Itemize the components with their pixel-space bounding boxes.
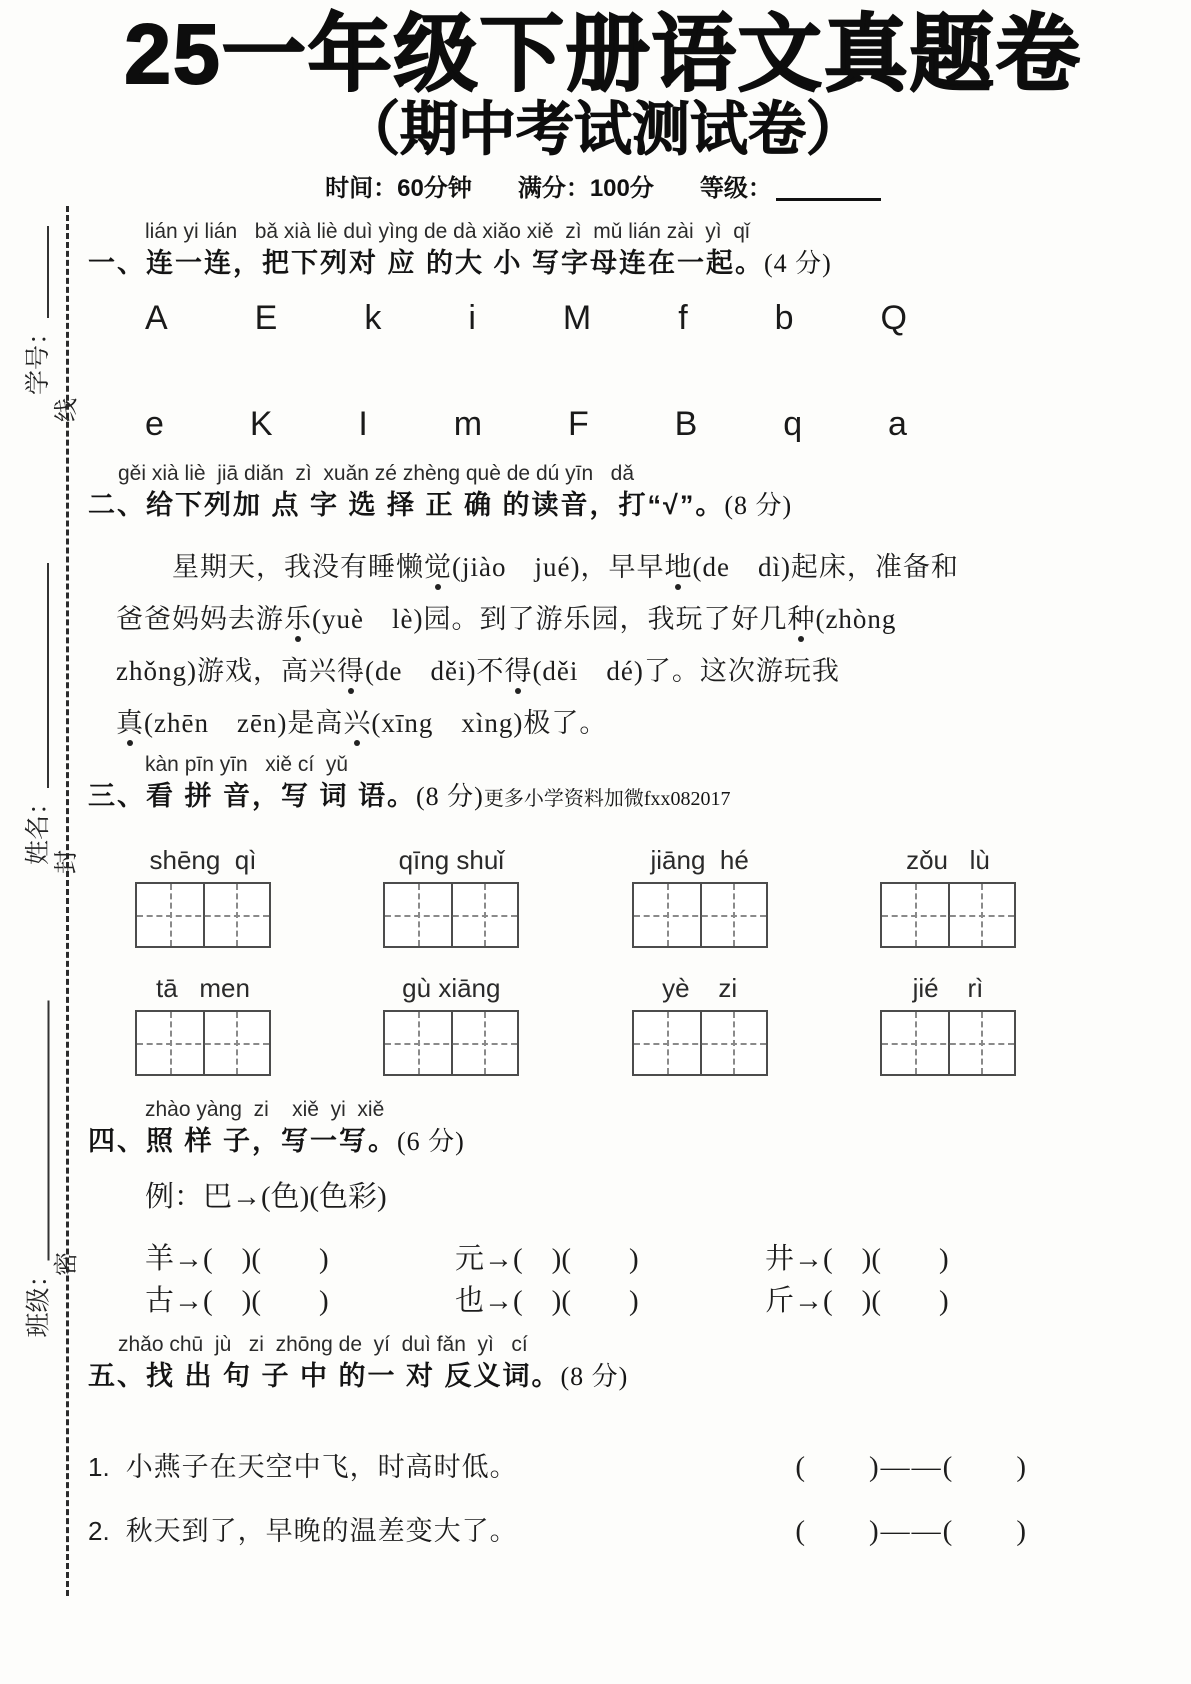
watermark-note: 更多小学资料加微fxx082017 bbox=[483, 787, 731, 810]
grade-label: 等级： bbox=[699, 174, 772, 202]
exam-content bbox=[88, 0, 1118, 1550]
writing-grid bbox=[880, 1010, 1016, 1076]
page-title: 25一年级下册语文真题卷 bbox=[124, 7, 1082, 101]
answer-brackets: →( )( ) bbox=[484, 1284, 639, 1317]
item-number: 2. bbox=[88, 1515, 110, 1546]
match-letter: B bbox=[674, 404, 698, 443]
para-segment: (xīng xìng)极了。 bbox=[371, 707, 608, 738]
answer-brackets: →( )( ) bbox=[484, 1242, 639, 1275]
grid-line bbox=[882, 1043, 1014, 1045]
word-extension-item bbox=[765, 1281, 949, 1321]
word-extension-item bbox=[455, 1239, 765, 1279]
word-extension-item bbox=[765, 1239, 949, 1279]
writing-grid bbox=[135, 882, 271, 948]
time-limit: 时间：60分钟 bbox=[325, 174, 472, 202]
para-segment: 爸爸妈妈去游 bbox=[116, 603, 284, 634]
class-field bbox=[22, 983, 56, 1338]
para-segment: (zhòng bbox=[815, 603, 897, 634]
match-letter: E bbox=[254, 298, 278, 337]
match-letter: F bbox=[567, 404, 589, 443]
exam-info-line bbox=[88, 174, 1118, 204]
section2-heading-text: 二、给下列加 点 字 选 择 正 确 的读音，打“√”。 bbox=[88, 489, 725, 520]
sentence-item bbox=[88, 1512, 1028, 1550]
passage-line bbox=[116, 645, 1118, 697]
dotted-char: 得 bbox=[504, 655, 533, 686]
dotted-char: 觉 bbox=[424, 551, 452, 582]
match-letter: q bbox=[783, 404, 803, 443]
class-blank bbox=[46, 1000, 50, 1260]
sentence-text: 秋天到了，早晚的温差变大了。 bbox=[125, 1515, 518, 1546]
para-segment: 星期天，我没有睡懒 bbox=[116, 551, 424, 582]
passage-line bbox=[116, 541, 1118, 593]
grid-line bbox=[137, 915, 269, 917]
pinyin-word-block bbox=[630, 844, 770, 948]
student-id-blank bbox=[45, 226, 49, 318]
para-segment: (jiào jué)，早早 bbox=[452, 551, 665, 582]
writing-grid bbox=[383, 882, 519, 948]
writing-grid bbox=[880, 882, 1016, 948]
grade-field bbox=[700, 174, 881, 204]
answer-brackets: →( )( ) bbox=[794, 1284, 949, 1317]
base-character: 羊 bbox=[145, 1242, 175, 1275]
class-label: 班级： bbox=[24, 1262, 53, 1338]
section4-heading-text: 四、照 样 子，写一写。 bbox=[88, 1125, 398, 1156]
section3-heading bbox=[88, 779, 1118, 816]
match-letter: m bbox=[453, 404, 483, 443]
word-extension-item bbox=[145, 1281, 455, 1321]
match-letter: e bbox=[145, 404, 164, 443]
seal-char-mi: 密 bbox=[53, 1252, 80, 1276]
section1-pinyin: lián yi lián bǎ xià liè duì yìng de dà xiǎo xiě zì mǔ lián zài yì qǐ bbox=[145, 219, 750, 243]
dotted-char: 真 bbox=[116, 707, 144, 738]
dotted-char: 得 bbox=[336, 655, 365, 686]
para-segment: (yuè lè)园。到了游乐园，我玩了好几 bbox=[312, 603, 788, 634]
grade-blank bbox=[776, 197, 881, 201]
example-line: 例：巴→(色)(色彩) bbox=[145, 1180, 387, 1213]
student-name-label: 姓名： bbox=[24, 789, 52, 865]
section2-points: (8 分) bbox=[724, 490, 793, 520]
section2-heading bbox=[88, 488, 1118, 523]
sentence-text: 小燕子在天空中飞，时高时低。 bbox=[125, 1451, 518, 1482]
student-name-blank bbox=[45, 563, 49, 788]
student-id-field bbox=[21, 215, 55, 395]
word-pinyin: zǒu lù bbox=[906, 844, 990, 875]
pinyin-word-block bbox=[381, 972, 521, 1076]
grid-line bbox=[634, 1043, 766, 1045]
section1-heading-text: 一、连一连，把下列对 应 的大 小 写字母连在一起。 bbox=[88, 247, 765, 278]
passage-line bbox=[116, 697, 1118, 749]
section1-heading bbox=[88, 246, 1118, 281]
para-segment: (děi dé)了。这次游玩我 bbox=[532, 655, 840, 686]
antonym-answer-blanks: ( )——( ) bbox=[795, 1514, 1028, 1547]
student-id-label: 学号： bbox=[24, 319, 52, 395]
base-character: 也 bbox=[455, 1284, 485, 1317]
match-letter: I bbox=[358, 404, 368, 443]
writing-grid bbox=[135, 1010, 271, 1076]
pinyin-word-block bbox=[381, 844, 521, 948]
pinyin-word-block bbox=[878, 844, 1018, 948]
word-pinyin: jié rì bbox=[912, 972, 984, 1003]
pinyin-words-row bbox=[133, 844, 1018, 948]
student-name-field bbox=[21, 535, 55, 865]
antonym-answer-blanks: ( )——( ) bbox=[795, 1450, 1028, 1483]
section4-pinyin: zhào yàng zi xiě yi xiě bbox=[145, 1097, 385, 1121]
word-extension-row bbox=[145, 1281, 1118, 1321]
full-score: 满分：100分 bbox=[517, 174, 654, 202]
section3-heading-text: 三、看 拼 音，写 词 语。 bbox=[88, 780, 417, 811]
section4-points: (6 分) bbox=[397, 1126, 465, 1156]
pinyin-word-block bbox=[630, 972, 770, 1076]
dotted-char: 兴 bbox=[343, 707, 372, 738]
section5-points: (8 分) bbox=[560, 1361, 629, 1391]
match-letter: K bbox=[249, 404, 273, 443]
section5-heading bbox=[88, 1359, 1118, 1394]
pinyin-word-block bbox=[878, 972, 1018, 1076]
grid-line bbox=[882, 915, 1014, 917]
section2-pinyin: gěi xià liè jiā diǎn zì xuǎn zé zhèng què de dú yīn dǎ bbox=[118, 461, 635, 485]
seal-char-xian: 线 bbox=[53, 398, 80, 422]
answer-brackets: →( )( ) bbox=[174, 1242, 329, 1275]
writing-grid bbox=[632, 882, 768, 948]
base-character: 井 bbox=[765, 1242, 795, 1275]
para-segment: (de dì)起床，准备和 bbox=[692, 551, 959, 582]
dotted-char: 地 bbox=[664, 551, 693, 582]
match-letter: A bbox=[145, 298, 168, 337]
match-letters-row-top bbox=[145, 296, 907, 340]
word-pinyin: gù xiāng bbox=[402, 972, 501, 1003]
match-letter: b bbox=[774, 298, 794, 337]
pinyin-words-row bbox=[133, 972, 1018, 1076]
pinyin-word-block bbox=[133, 972, 273, 1076]
item-number: 1. bbox=[88, 1451, 110, 1482]
grid-line bbox=[385, 1043, 517, 1045]
base-character: 斤 bbox=[765, 1284, 795, 1317]
match-letter: a bbox=[888, 404, 907, 443]
grid-line bbox=[385, 915, 517, 917]
grid-line bbox=[137, 1043, 269, 1045]
match-letter: Q bbox=[880, 298, 907, 337]
section3-pinyin: kàn pīn yīn xiě cí yǔ bbox=[145, 752, 349, 776]
base-character: 古 bbox=[145, 1284, 175, 1317]
para-segment: (de děi)不 bbox=[364, 655, 505, 686]
word-pinyin: qīng shuǐ bbox=[398, 844, 505, 875]
answer-brackets: →( )( ) bbox=[174, 1284, 329, 1317]
passage-line bbox=[116, 593, 1118, 645]
reading-passage bbox=[116, 541, 1118, 749]
word-pinyin: jiāng hé bbox=[650, 844, 749, 875]
writing-grid bbox=[383, 1010, 519, 1076]
word-pinyin: shēng qì bbox=[149, 844, 257, 875]
page-subtitle: （期中考试测试卷） bbox=[341, 97, 864, 163]
word-extension-item bbox=[455, 1281, 765, 1321]
grid-line bbox=[634, 915, 766, 917]
sentence-item bbox=[88, 1448, 1028, 1486]
seal-char-feng: 封 bbox=[53, 850, 80, 874]
section5-heading-text: 五、找 出 句 子 中 的一 对 反义词。 bbox=[88, 1360, 561, 1391]
match-letters-row-bottom bbox=[145, 402, 907, 446]
match-letter: M bbox=[562, 298, 592, 337]
base-character: 元 bbox=[455, 1242, 485, 1275]
para-segment: zhǒng)游戏，高兴 bbox=[116, 655, 337, 686]
word-pinyin: yè zi bbox=[662, 972, 738, 1003]
word-extension-row bbox=[145, 1239, 1118, 1279]
section1-points: (4 分) bbox=[764, 248, 832, 278]
section3-points: (8 分) bbox=[416, 781, 484, 811]
dotted-char: 乐 bbox=[284, 603, 312, 634]
section5-pinyin: zhǎo chū jù zi zhōng de yí duì fǎn yì cí bbox=[118, 1332, 528, 1356]
answer-brackets: →( )( ) bbox=[794, 1242, 949, 1275]
word-extension-item bbox=[145, 1239, 455, 1279]
dotted-char: 种 bbox=[787, 603, 816, 634]
word-pinyin: tā men bbox=[156, 972, 250, 1003]
writing-grid bbox=[632, 1010, 768, 1076]
match-letter: f bbox=[678, 298, 688, 337]
section4-heading bbox=[88, 1124, 1118, 1159]
match-letter: i bbox=[468, 298, 476, 337]
match-letter: k bbox=[364, 298, 382, 337]
para-segment: (zhēn zēn)是高 bbox=[144, 707, 344, 738]
pinyin-word-block bbox=[133, 844, 273, 948]
